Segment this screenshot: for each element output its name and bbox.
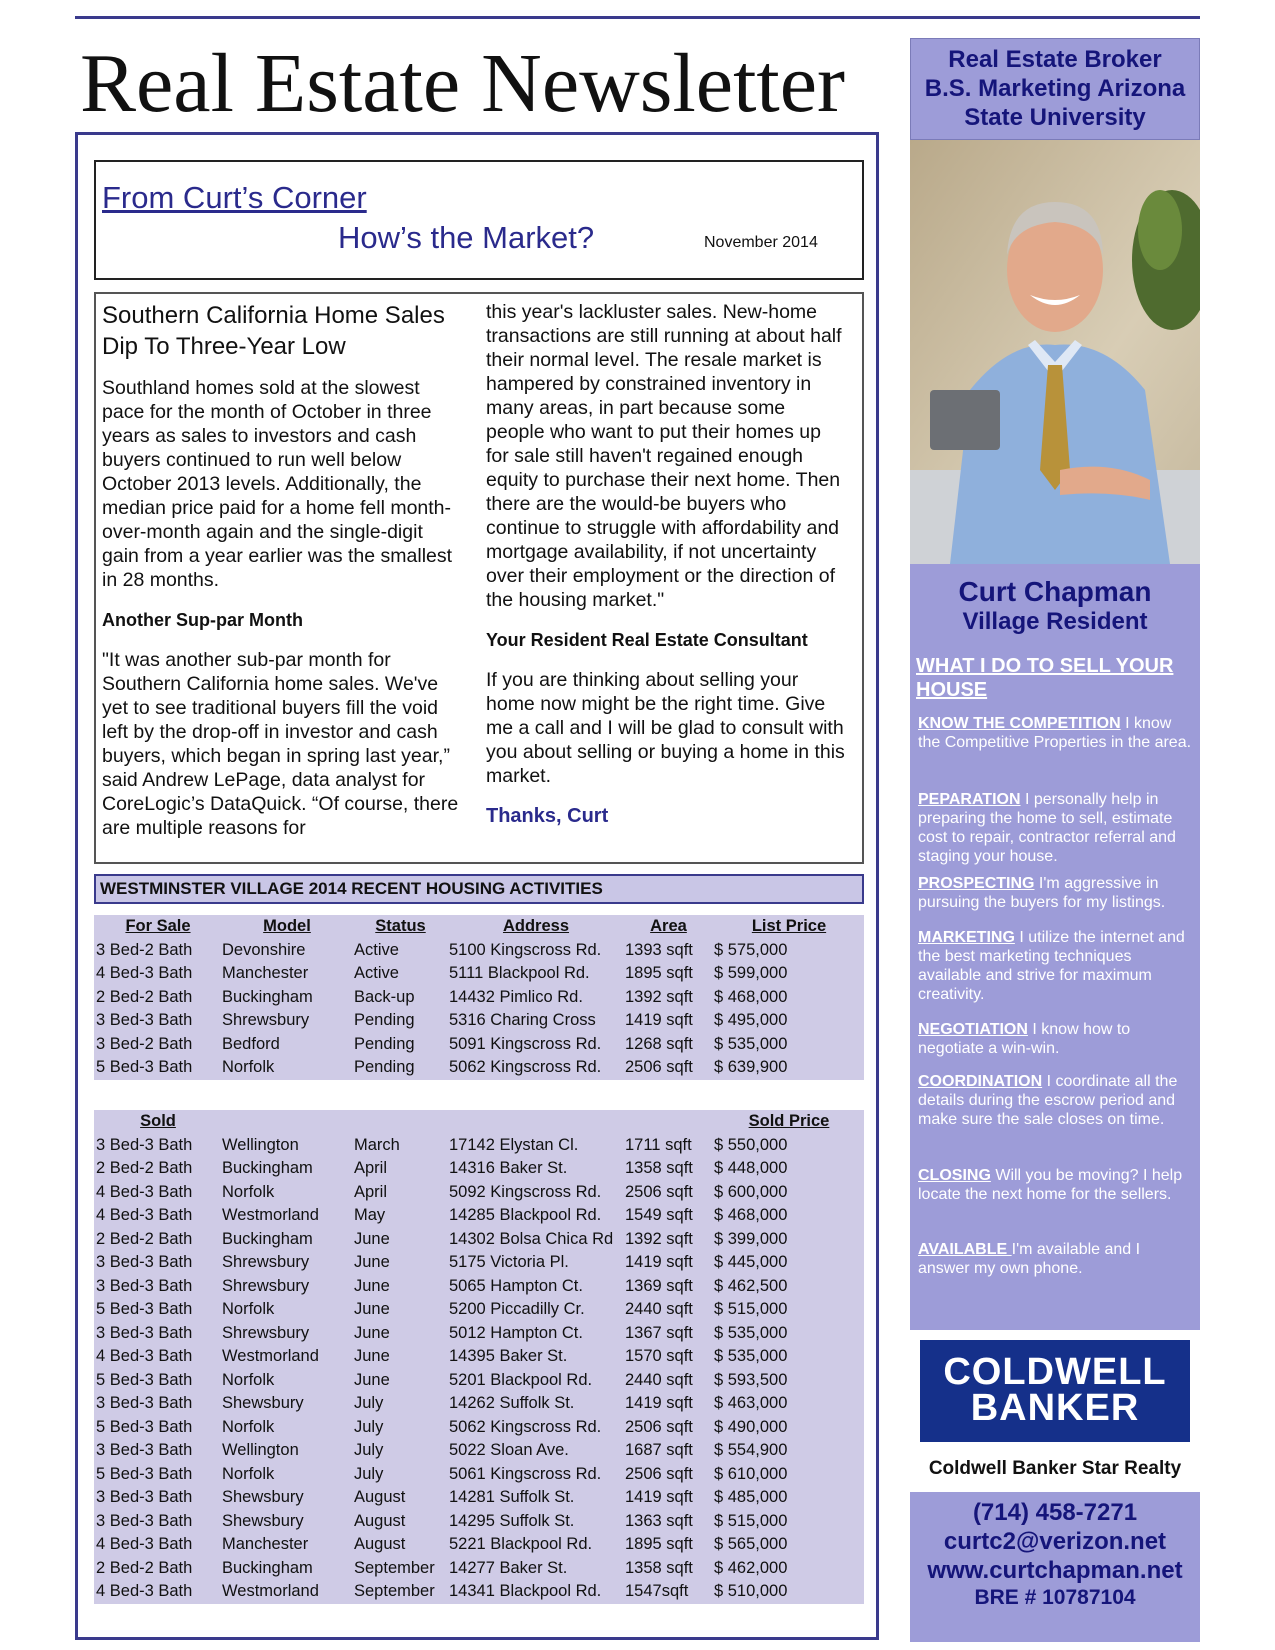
- column-header: Status: [352, 915, 447, 939]
- table-cell: $ 554,900: [712, 1439, 864, 1463]
- table-cell: 2 Bed-2 Bath: [94, 1557, 220, 1581]
- column-header: Sold: [94, 1110, 220, 1134]
- column-header: Area: [623, 915, 712, 939]
- table-cell: 3 Bed-3 Bath: [94, 1510, 220, 1534]
- table-cell: 2506 sqft: [623, 1056, 712, 1080]
- table-cell: Norfolk: [220, 1056, 352, 1080]
- table-cell: September: [352, 1557, 447, 1581]
- table-cell: Active: [352, 939, 447, 963]
- corner-subheading: How’s the Market?: [338, 220, 595, 255]
- table-row: [94, 1157, 864, 1181]
- table-cell: 4 Bed-3 Bath: [94, 1533, 220, 1557]
- table-cell: 3 Bed-3 Bath: [94, 1322, 220, 1346]
- table-cell: 14341 Blackpool Rd.: [447, 1580, 623, 1604]
- brokerage-name: Coldwell Banker Star Realty: [928, 1458, 1182, 1479]
- table-cell: Shrewsbury: [220, 1009, 352, 1033]
- table-cell: Shewsbury: [220, 1392, 352, 1416]
- table-cell: 1570 sqft: [623, 1345, 712, 1369]
- table-header-row: [94, 915, 864, 939]
- table-cell: 1419 sqft: [623, 1009, 712, 1033]
- column-header: Model: [220, 915, 352, 939]
- service-key: PROSPECTING: [918, 875, 1035, 892]
- service-text: I'm aggressive in pursuing the buyers for my listings.: [918, 875, 1166, 911]
- table-cell: 2506 sqft: [623, 1463, 712, 1487]
- table-cell: 2440 sqft: [623, 1369, 712, 1393]
- table-cell: 5221 Blackpool Rd.: [447, 1533, 623, 1557]
- table-row: [94, 1439, 864, 1463]
- table-cell: July: [352, 1463, 447, 1487]
- service-key: CLOSING: [918, 1167, 991, 1184]
- table-cell: $ 462,000: [712, 1557, 864, 1581]
- column-header: [352, 1110, 447, 1134]
- agent-portrait: [910, 140, 1200, 564]
- table-cell: August: [352, 1510, 447, 1534]
- table-row: [94, 1181, 864, 1205]
- table-cell: 5100 Kingscross Rd.: [447, 939, 623, 963]
- services-heading: WHAT I DO TO SELL YOUR HOUSE: [916, 655, 1174, 701]
- table-cell: April: [352, 1181, 447, 1205]
- table-cell: August: [352, 1486, 447, 1510]
- table-cell: 1358 sqft: [623, 1557, 712, 1581]
- table-row: [94, 1557, 864, 1581]
- table-cell: July: [352, 1439, 447, 1463]
- corner-heading: From Curt’s Corner: [102, 180, 367, 215]
- table-cell: $ 535,000: [712, 1322, 864, 1346]
- table-row: [94, 986, 864, 1010]
- table-cell: 1392 sqft: [623, 1228, 712, 1252]
- table-cell: Shrewsbury: [220, 1322, 352, 1346]
- table-cell: Buckingham: [220, 986, 352, 1010]
- table-cell: 5 Bed-3 Bath: [94, 1298, 220, 1322]
- table-cell: 5062 Kingscross Rd.: [447, 1416, 623, 1440]
- table-cell: Shewsbury: [220, 1486, 352, 1510]
- table-cell: 3 Bed-3 Bath: [94, 1251, 220, 1275]
- services-panel: [910, 564, 1200, 1330]
- table-cell: $ 515,000: [712, 1298, 864, 1322]
- table-cell: 4 Bed-3 Bath: [94, 1580, 220, 1604]
- table-cell: June: [352, 1275, 447, 1299]
- article-box: [94, 292, 864, 864]
- table-cell: $ 462,500: [712, 1275, 864, 1299]
- table-row: [94, 939, 864, 963]
- table-row: [94, 1486, 864, 1510]
- service-item: [918, 790, 1192, 866]
- table-row: [94, 1345, 864, 1369]
- table-cell: 1392 sqft: [623, 986, 712, 1010]
- table-cell: $ 448,000: [712, 1157, 864, 1181]
- table-cell: 5316 Charing Cross: [447, 1009, 623, 1033]
- newsletter-title: Real Estate Newsletter: [80, 37, 846, 130]
- issue-date: November 2014: [704, 234, 818, 251]
- service-text: I coordinate all the details during the escrow period and make sure the sale closes on time.: [918, 1073, 1178, 1128]
- coldwell-banker-logo: [920, 1340, 1190, 1442]
- table-cell: 1547sqft: [623, 1580, 712, 1604]
- table-cell: Wellington: [220, 1134, 352, 1158]
- credential-line: Real Estate Broker: [948, 46, 1162, 73]
- table-cell: 1419 sqft: [623, 1486, 712, 1510]
- table-cell: $ 599,000: [712, 962, 864, 986]
- agent-role: Village Resident: [962, 608, 1148, 635]
- article-subheading: Your Resident Real Estate Consultant: [486, 630, 808, 650]
- table-cell: Shrewsbury: [220, 1275, 352, 1299]
- table-cell: $ 463,000: [712, 1392, 864, 1416]
- table-row: [94, 1533, 864, 1557]
- agent-portrait-image: [910, 140, 1200, 564]
- table-cell: Manchester: [220, 1533, 352, 1557]
- table-cell: June: [352, 1345, 447, 1369]
- table-cell: $ 510,000: [712, 1580, 864, 1604]
- table-cell: March: [352, 1134, 447, 1158]
- article-column-left: [102, 300, 464, 856]
- table-cell: 2 Bed-2 Bath: [94, 1228, 220, 1252]
- activities-title: WESTMINSTER VILLAGE 2014 RECENT HOUSING ACTIVITIES: [94, 874, 864, 904]
- table-cell: Buckingham: [220, 1557, 352, 1581]
- table-cell: Pending: [352, 1009, 447, 1033]
- table-cell: Shrewsbury: [220, 1251, 352, 1275]
- table-cell: 5065 Hampton Ct.: [447, 1275, 623, 1299]
- table-cell: 1268 sqft: [623, 1033, 712, 1057]
- signoff: Thanks, Curt: [486, 805, 609, 827]
- article-paragraph: Southland homes sold at the slowest pace for the month of October in three years as sales to investors and cash buyers continued to run well below October 2013 levels. Additionally, the median price paid for a home fell month-over-month again and the single-digit gain from a year earlier was the smallest in 28 months.: [102, 377, 453, 591]
- table-cell: 5 Bed-3 Bath: [94, 1463, 220, 1487]
- table-cell: Buckingham: [220, 1157, 352, 1181]
- column-header: List Price: [712, 915, 864, 939]
- table-cell: August: [352, 1533, 447, 1557]
- article-column-right: [486, 300, 848, 844]
- table-cell: July: [352, 1392, 447, 1416]
- column-header: [623, 1110, 712, 1134]
- table-cell: $ 399,000: [712, 1228, 864, 1252]
- table-cell: Shewsbury: [220, 1510, 352, 1534]
- table-cell: $ 490,000: [712, 1416, 864, 1440]
- table-cell: $ 445,000: [712, 1251, 864, 1275]
- table-cell: Manchester: [220, 962, 352, 986]
- table-row: [94, 1033, 864, 1057]
- logo-line: BANKER: [970, 1387, 1140, 1429]
- service-item: [918, 928, 1192, 1004]
- service-item: [918, 714, 1192, 752]
- logo-line: COLDWELL: [943, 1351, 1167, 1393]
- table-cell: 4 Bed-3 Bath: [94, 962, 220, 986]
- table-cell: Westmorland: [220, 1204, 352, 1228]
- table-cell: June: [352, 1298, 447, 1322]
- table-row: [94, 1134, 864, 1158]
- table-cell: 14295 Suffolk St.: [447, 1510, 623, 1534]
- table-cell: April: [352, 1157, 447, 1181]
- service-key: NEGOTIATION: [918, 1021, 1028, 1038]
- service-text: I know the Competitive Properties in the area.: [918, 715, 1192, 751]
- table-cell: 14281 Suffolk St.: [447, 1486, 623, 1510]
- table-cell: 1367 sqft: [623, 1322, 712, 1346]
- table-cell: Active: [352, 962, 447, 986]
- table-row: [94, 1275, 864, 1299]
- column-header: Address: [447, 915, 623, 939]
- article-headline: Southern California Home Sales Dip To Three-Year Low: [102, 302, 445, 360]
- table-row: [94, 1580, 864, 1604]
- table-cell: $ 550,000: [712, 1134, 864, 1158]
- column-header: For Sale: [94, 915, 220, 939]
- service-key: MARKETING: [918, 929, 1015, 946]
- table-cell: 5091 Kingscross Rd.: [447, 1033, 623, 1057]
- table-row: [94, 1369, 864, 1393]
- table-cell: 5092 Kingscross Rd.: [447, 1181, 623, 1205]
- table-cell: Devonshire: [220, 939, 352, 963]
- table-cell: June: [352, 1369, 447, 1393]
- table-cell: 3 Bed-2 Bath: [94, 1033, 220, 1057]
- table-cell: 3 Bed-3 Bath: [94, 1392, 220, 1416]
- service-item: [918, 1020, 1192, 1058]
- service-item: [918, 874, 1192, 912]
- table-row: [94, 1416, 864, 1440]
- service-text: I utilize the internet and the best marketing techniques available and strive for maximum creativity.: [918, 929, 1185, 1003]
- table-cell: June: [352, 1228, 447, 1252]
- table-cell: September: [352, 1580, 447, 1604]
- table-cell: 2 Bed-2 Bath: [94, 1157, 220, 1181]
- table-cell: 1419 sqft: [623, 1251, 712, 1275]
- top-rule: [75, 16, 1200, 19]
- table-cell: Bedford: [220, 1033, 352, 1057]
- table-cell: 1419 sqft: [623, 1392, 712, 1416]
- table-cell: $ 639,900: [712, 1056, 864, 1080]
- table-row: [94, 1510, 864, 1534]
- table-cell: 2 Bed-2 Bath: [94, 986, 220, 1010]
- table-cell: 14302 Bolsa Chica Rd: [447, 1228, 623, 1252]
- table-cell: Norfolk: [220, 1369, 352, 1393]
- table-row: [94, 1392, 864, 1416]
- table-row: [94, 1322, 864, 1346]
- table-cell: 14285 Blackpool Rd.: [447, 1204, 623, 1228]
- table-cell: 14316 Baker St.: [447, 1157, 623, 1181]
- article-paragraph: If you are thinking about selling your home now might be the right time. Give me a call and I will be glad to consult with you about selling or buying a home in this market.: [486, 669, 845, 787]
- table-cell: $ 535,000: [712, 1345, 864, 1369]
- sold-table: [94, 1110, 864, 1604]
- table-cell: 1711 sqft: [623, 1134, 712, 1158]
- table-cell: 3 Bed-3 Bath: [94, 1009, 220, 1033]
- table-cell: $ 485,000: [712, 1486, 864, 1510]
- table-cell: 2506 sqft: [623, 1416, 712, 1440]
- table-cell: $ 593,500: [712, 1369, 864, 1393]
- table-cell: 5175 Victoria Pl.: [447, 1251, 623, 1275]
- table-cell: 1895 sqft: [623, 1533, 712, 1557]
- table-cell: Norfolk: [220, 1181, 352, 1205]
- table-cell: 3 Bed-2 Bath: [94, 939, 220, 963]
- service-key: KNOW THE COMPETITION: [918, 715, 1121, 732]
- credentials-box: [910, 38, 1200, 140]
- service-key: PEPARATION: [918, 791, 1021, 808]
- column-header: [220, 1110, 352, 1134]
- table-row: [94, 1204, 864, 1228]
- table-cell: 1363 sqft: [623, 1510, 712, 1534]
- table-cell: $ 565,000: [712, 1533, 864, 1557]
- table-cell: 5062 Kingscross Rd.: [447, 1056, 623, 1080]
- table-cell: $ 468,000: [712, 986, 864, 1010]
- table-cell: Westmorland: [220, 1345, 352, 1369]
- table-cell: 1358 sqft: [623, 1157, 712, 1181]
- article-subheading: Another Sup-par Month: [102, 610, 303, 630]
- table-cell: 5061 Kingscross Rd.: [447, 1463, 623, 1487]
- phone-number[interactable]: (714) 458-7271: [972, 1499, 1138, 1526]
- service-key: COORDINATION: [918, 1073, 1043, 1090]
- table-cell: Wellington: [220, 1439, 352, 1463]
- table-cell: May: [352, 1204, 447, 1228]
- table-row: [94, 1056, 864, 1080]
- website-link[interactable]: www.curtchapman.net: [927, 1557, 1183, 1584]
- table-cell: Pending: [352, 1056, 447, 1080]
- table-cell: 5111 Blackpool Rd.: [447, 962, 623, 986]
- table-cell: June: [352, 1322, 447, 1346]
- table-cell: 4 Bed-3 Bath: [94, 1181, 220, 1205]
- service-item: [918, 1166, 1192, 1204]
- table-row: [94, 962, 864, 986]
- column-header: Sold Price: [712, 1110, 864, 1134]
- table-cell: 1687 sqft: [623, 1439, 712, 1463]
- table-cell: Norfolk: [220, 1416, 352, 1440]
- table-cell: $ 600,000: [712, 1181, 864, 1205]
- table-cell: $ 610,000: [712, 1463, 864, 1487]
- email-address[interactable]: curtc2@verizon.net: [943, 1528, 1167, 1555]
- column-header: [447, 1110, 623, 1134]
- table-cell: $ 515,000: [712, 1510, 864, 1534]
- table-cell: Back-up: [352, 986, 447, 1010]
- table-row: [94, 1463, 864, 1487]
- table-cell: 1549 sqft: [623, 1204, 712, 1228]
- table-cell: 14277 Baker St.: [447, 1557, 623, 1581]
- table-cell: Pending: [352, 1033, 447, 1057]
- article-paragraph: this year's lackluster sales. New-home transactions are still running at about half their normal level. The resale market is hampered by constrained inventory in many areas, in part because some people who want to put their homes up for sale still haven't regained enough equity to purchase their next home. Then there are the would-be buyers who continue to struggle with affordability and mortgage availability, if not uncertainty over their employment or the direction of the housing market.": [486, 301, 842, 611]
- table-cell: 5 Bed-3 Bath: [94, 1056, 220, 1080]
- table-cell: Norfolk: [220, 1463, 352, 1487]
- table-cell: June: [352, 1251, 447, 1275]
- table-row: [94, 1298, 864, 1322]
- table-cell: Buckingham: [220, 1228, 352, 1252]
- service-item: [918, 1072, 1192, 1129]
- table-cell: $ 535,000: [712, 1033, 864, 1057]
- contact-box: [910, 1492, 1200, 1642]
- table-cell: 3 Bed-3 Bath: [94, 1486, 220, 1510]
- table-cell: 5 Bed-3 Bath: [94, 1369, 220, 1393]
- license-number: BRE # 10787104: [974, 1586, 1136, 1609]
- table-cell: Norfolk: [220, 1298, 352, 1322]
- table-row: [94, 1009, 864, 1033]
- table-cell: $ 495,000: [712, 1009, 864, 1033]
- for-sale-table: [94, 915, 864, 1080]
- table-cell: 5022 Sloan Ave.: [447, 1439, 623, 1463]
- table-cell: 5 Bed-3 Bath: [94, 1416, 220, 1440]
- service-text: I'm available and I answer my own phone.: [918, 1241, 1141, 1277]
- table-cell: 14262 Suffolk St.: [447, 1392, 623, 1416]
- table-cell: 3 Bed-3 Bath: [94, 1134, 220, 1158]
- service-text: I personally help in preparing the home to sell, estimate cost to repair, contractor referral and staging your house.: [918, 791, 1176, 865]
- table-cell: Westmorland: [220, 1580, 352, 1604]
- article-paragraph: "It was another sub-par month for Southern California home sales. We've yet to see traditional buyers fill the void left by the drop-off in investor and cash buyers, which began in spring last year,” said Andrew LePage, data analyst for CoreLogic’s DataQuick. “Of course, there are multiple reasons for: [102, 649, 459, 839]
- table-cell: 5201 Blackpool Rd.: [447, 1369, 623, 1393]
- sidebar: [910, 38, 1200, 1642]
- table-cell: 1895 sqft: [623, 962, 712, 986]
- table-cell: $ 468,000: [712, 1204, 864, 1228]
- credential-line: State University: [964, 104, 1146, 131]
- credential-line: B.S. Marketing Arizona: [924, 75, 1186, 102]
- service-item: [918, 1240, 1192, 1278]
- table-cell: $ 575,000: [712, 939, 864, 963]
- table-cell: 4 Bed-3 Bath: [94, 1204, 220, 1228]
- curts-corner-box: [94, 160, 864, 280]
- service-text: I know how to negotiate a win-win.: [918, 1021, 1131, 1057]
- table-cell: 1369 sqft: [623, 1275, 712, 1299]
- table-cell: 3 Bed-3 Bath: [94, 1439, 220, 1463]
- table-row: [94, 1251, 864, 1275]
- service-key: AVAILABLE: [918, 1241, 1012, 1258]
- service-text: Will you be moving? I help locate the next home for the sellers.: [918, 1167, 1183, 1203]
- table-header-row: [94, 1110, 864, 1134]
- table-row: [94, 1228, 864, 1252]
- agent-name: Curt Chapman: [958, 576, 1152, 607]
- table-cell: 1393 sqft: [623, 939, 712, 963]
- table-cell: 2506 sqft: [623, 1181, 712, 1205]
- table-cell: 5012 Hampton Ct.: [447, 1322, 623, 1346]
- table-cell: 14395 Baker St.: [447, 1345, 623, 1369]
- table-cell: 3 Bed-3 Bath: [94, 1275, 220, 1299]
- table-cell: 14432 Pimlico Rd.: [447, 986, 623, 1010]
- table-cell: 4 Bed-3 Bath: [94, 1345, 220, 1369]
- table-cell: 17142 Elystan Cl.: [447, 1134, 623, 1158]
- table-cell: 5200 Piccadilly Cr.: [447, 1298, 623, 1322]
- table-cell: 2440 sqft: [623, 1298, 712, 1322]
- table-cell: July: [352, 1416, 447, 1440]
